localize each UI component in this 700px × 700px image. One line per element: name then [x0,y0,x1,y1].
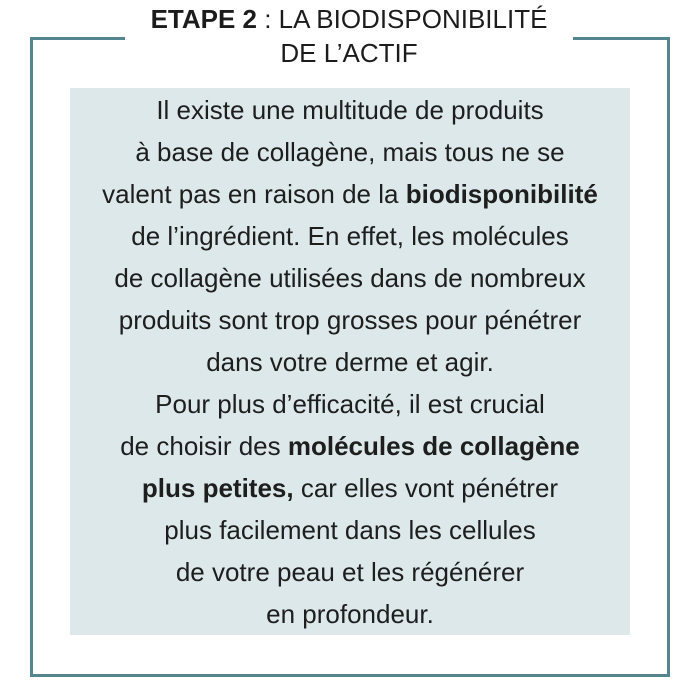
info-text-box [70,88,630,635]
text-line: produits sont trop grosses pour pénétrer [118,305,582,335]
text-line: de choisir des molécules de collagène [120,431,580,461]
text-line: à base de collagène, mais tous ne se [135,137,565,167]
text-line: DE L’ACTIF [280,38,418,68]
text-line: de votre peau et les régénérer [175,557,525,587]
text-line: plus facilement dans les cellules [164,515,536,545]
text-line: dans votre derme et agir. [206,347,494,377]
text-line: de collagène utilisées dans de nombreux [114,263,586,293]
section-title [125,2,573,74]
text-line: de l’ingrédient. En effet, les molécules [131,221,569,251]
text-line: valent pas en raison de la biodisponibilité [102,179,598,209]
text-line: Il existe une multitude de produits [156,95,544,125]
text-line: ETAPE 2 : LA BIODISPONIBILITÉ [150,4,548,34]
text-line: en profondeur. [266,599,434,629]
text-line: plus petites, car elles vont pénétrer [141,473,559,503]
text-line: Pour plus d’efficacité, il est crucial [155,389,545,419]
